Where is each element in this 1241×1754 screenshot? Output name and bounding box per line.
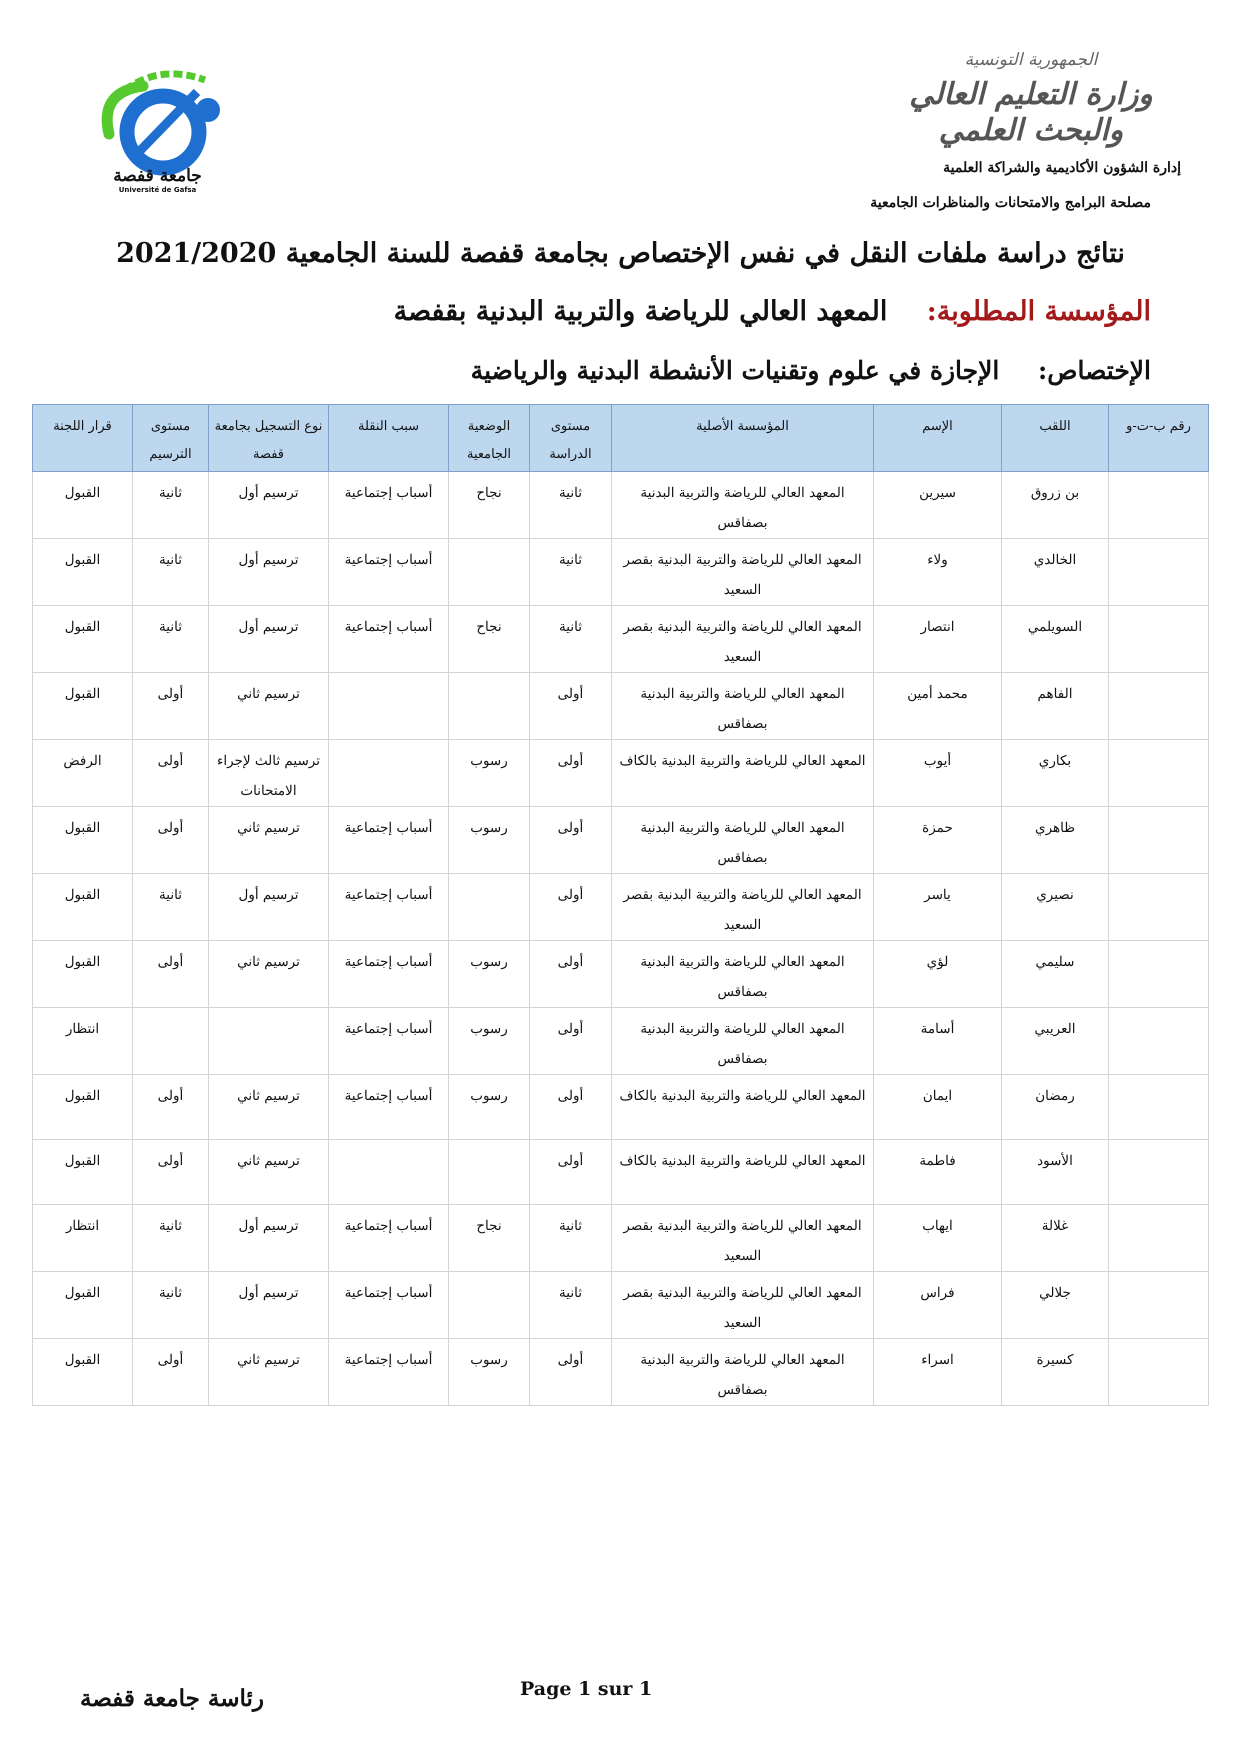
table-row xyxy=(33,941,1209,1008)
table-cell: رسوب xyxy=(449,807,530,874)
table-row xyxy=(33,1272,1209,1339)
table-cell: أسامة xyxy=(874,1008,1002,1075)
table-cell: ثانية xyxy=(530,606,612,673)
signature-text: رئاسة جامعة قفصة xyxy=(80,1685,265,1712)
table-cell: ظاهري xyxy=(1002,807,1109,874)
table-cell: ثانية xyxy=(133,1272,209,1339)
table-cell: أولى xyxy=(530,941,612,1008)
table-cell: القبول xyxy=(33,1075,133,1140)
table-cell xyxy=(1109,1339,1209,1406)
table-cell: السويلمي xyxy=(1002,606,1109,673)
table-cell: فراس xyxy=(874,1272,1002,1339)
results-table xyxy=(32,404,1209,1406)
table-cell: أسباب إجتماعية xyxy=(329,941,449,1008)
table-cell: أسباب إجتماعية xyxy=(329,1205,449,1272)
table-cell xyxy=(449,1140,530,1205)
table-cell: الأسود xyxy=(1002,1140,1109,1205)
table-cell: ترسيم أول xyxy=(209,874,329,941)
table-cell: أولى xyxy=(530,1140,612,1205)
table-cell: أولى xyxy=(133,807,209,874)
table-cell: انتظار xyxy=(33,1205,133,1272)
table-cell: القبول xyxy=(33,807,133,874)
specialty-row xyxy=(471,356,1151,385)
table-cell: المعهد العالي للرياضة والتربية البدنية بالكاف xyxy=(612,1140,874,1205)
department-line-1: إدارة الشؤون الأكاديمية والشراكة العلمية xyxy=(943,160,1181,176)
table-cell: أولى xyxy=(530,874,612,941)
table-cell: محمد أمين xyxy=(874,673,1002,740)
table-cell: المعهد العالي للرياضة والتربية البدنية بصفاقس xyxy=(612,1008,874,1075)
table-cell: القبول xyxy=(33,1272,133,1339)
table-row xyxy=(33,673,1209,740)
table-cell: أولى xyxy=(530,807,612,874)
table-cell: أسباب إجتماعية xyxy=(329,874,449,941)
ministry-line-2: والبحث العلمي xyxy=(938,113,1124,148)
table-cell xyxy=(1109,1008,1209,1075)
table-row xyxy=(33,807,1209,874)
table-cell: نجاح xyxy=(449,1205,530,1272)
table-row xyxy=(33,874,1209,941)
table-cell: ثانية xyxy=(133,874,209,941)
table-cell: الفاهم xyxy=(1002,673,1109,740)
table-cell: ترسيم أول xyxy=(209,1205,329,1272)
column-header: سبب النقلة xyxy=(329,405,449,472)
table-cell: اسراء xyxy=(874,1339,1002,1406)
column-header: المؤسسة الأصلية xyxy=(612,405,874,472)
table-row xyxy=(33,1205,1209,1272)
table-cell: أولى xyxy=(133,941,209,1008)
table-cell: أولى xyxy=(133,1075,209,1140)
table-cell: ترسيم ثاني xyxy=(209,941,329,1008)
table-cell: أسباب إجتماعية xyxy=(329,1272,449,1339)
table-cell: فاطمة xyxy=(874,1140,1002,1205)
table-cell: نجاح xyxy=(449,606,530,673)
table-cell: أسباب إجتماعية xyxy=(329,539,449,606)
institution-label: المؤسسة المطلوبة: xyxy=(926,296,1151,327)
table-cell: أولى xyxy=(133,1140,209,1205)
table-cell: أسباب إجتماعية xyxy=(329,1075,449,1140)
table-cell: القبول xyxy=(33,539,133,606)
table-cell xyxy=(1109,539,1209,606)
table-cell: رسوب xyxy=(449,1339,530,1406)
table-cell xyxy=(449,874,530,941)
table-cell: القبول xyxy=(33,1140,133,1205)
table-cell: أيوب xyxy=(874,740,1002,807)
table-header-row xyxy=(33,405,1209,472)
table-cell: ولاء xyxy=(874,539,1002,606)
table-cell: لؤي xyxy=(874,941,1002,1008)
column-header: نوع التسجيل بجامعة قفصة xyxy=(209,405,329,472)
table-body xyxy=(33,472,1209,1406)
ministry-line-1: وزارة التعليم العالي xyxy=(909,77,1153,112)
table-cell: نجاح xyxy=(449,472,530,539)
department-line-2: مصلحة البرامج والامتحانات والمناظرات الجامعية xyxy=(870,195,1151,211)
table-cell: أولى xyxy=(530,740,612,807)
republic-text: الجمهورية التونسية xyxy=(964,50,1098,70)
table-cell: أولى xyxy=(530,1075,612,1140)
table-cell: أولى xyxy=(530,1008,612,1075)
table-cell xyxy=(1109,472,1209,539)
table-row xyxy=(33,1008,1209,1075)
table-cell xyxy=(329,1140,449,1205)
logo-arabic-name: جامعة قفصة xyxy=(113,166,202,186)
column-header: مستوى الدراسة xyxy=(530,405,612,472)
table-cell xyxy=(329,673,449,740)
table-cell: ترسيم ثاني xyxy=(209,1140,329,1205)
table-cell: بكاري xyxy=(1002,740,1109,807)
table-cell: الرفض xyxy=(33,740,133,807)
table-cell: أولى xyxy=(133,673,209,740)
table-cell xyxy=(449,539,530,606)
table-cell: القبول xyxy=(33,673,133,740)
table-cell: ترسيم أول xyxy=(209,539,329,606)
table-cell: رسوب xyxy=(449,1008,530,1075)
table-cell: القبول xyxy=(33,606,133,673)
table-cell: أسباب إجتماعية xyxy=(329,606,449,673)
table-cell: الخالدي xyxy=(1002,539,1109,606)
table-cell: ترسيم ثالث لإجراء الامتحانات xyxy=(209,740,329,807)
logo-french-name: Université de Gafsa xyxy=(118,186,197,194)
column-header: رقم ب-ت-و xyxy=(1109,405,1209,472)
table-cell: رسوب xyxy=(449,740,530,807)
table-cell: المعهد العالي للرياضة والتربية البدنية بقصر السعيد xyxy=(612,1205,874,1272)
table-cell: نصيري xyxy=(1002,874,1109,941)
table-cell: ترسيم ثاني xyxy=(209,1339,329,1406)
table-cell: كسيرة xyxy=(1002,1339,1109,1406)
table-cell: المعهد العالي للرياضة والتربية البدنية بصفاقس xyxy=(612,472,874,539)
table-cell xyxy=(1109,941,1209,1008)
table-cell: القبول xyxy=(33,941,133,1008)
table-cell xyxy=(133,1008,209,1075)
table-cell xyxy=(1109,807,1209,874)
table-cell: ياسر xyxy=(874,874,1002,941)
table-cell: جلالي xyxy=(1002,1272,1109,1339)
table-row xyxy=(33,472,1209,539)
column-header: قرار اللجنة xyxy=(33,405,133,472)
table-cell xyxy=(1109,1075,1209,1140)
table-cell: المعهد العالي للرياضة والتربية البدنية بصفاقس xyxy=(612,1339,874,1406)
table-cell: انتظار xyxy=(33,1008,133,1075)
column-header: الوضعية الجامعية xyxy=(449,405,530,472)
table-cell: القبول xyxy=(33,1339,133,1406)
table-cell: ترسيم أول xyxy=(209,606,329,673)
table-cell: ايهاب xyxy=(874,1205,1002,1272)
table-cell: المعهد العالي للرياضة والتربية البدنية بقصر السعيد xyxy=(612,1272,874,1339)
column-header: الإسم xyxy=(874,405,1002,472)
table-cell: ثانية xyxy=(133,606,209,673)
table-cell: انتصار xyxy=(874,606,1002,673)
ministry-header xyxy=(881,50,1181,148)
table-cell: رسوب xyxy=(449,1075,530,1140)
table-cell xyxy=(1109,606,1209,673)
table-row xyxy=(33,606,1209,673)
page-number: Page 1 sur 1 xyxy=(520,1678,653,1700)
table-cell xyxy=(1109,673,1209,740)
table-row xyxy=(33,1339,1209,1406)
table-cell: سيرين xyxy=(874,472,1002,539)
table-cell xyxy=(449,1272,530,1339)
table-row xyxy=(33,740,1209,807)
table-cell: ثانية xyxy=(530,1272,612,1339)
table-cell: رمضان xyxy=(1002,1075,1109,1140)
table-cell: ثانية xyxy=(133,472,209,539)
table-row xyxy=(33,1140,1209,1205)
table-cell: أسباب إجتماعية xyxy=(329,807,449,874)
table-cell: رسوب xyxy=(449,941,530,1008)
table-cell: ثانية xyxy=(530,1205,612,1272)
column-header: اللقب xyxy=(1002,405,1109,472)
table-cell xyxy=(1109,874,1209,941)
table-row xyxy=(33,1075,1209,1140)
table-cell: أولى xyxy=(133,740,209,807)
table-cell: ايمان xyxy=(874,1075,1002,1140)
table-cell: ترسيم أول xyxy=(209,1272,329,1339)
table-cell: ثانية xyxy=(133,1205,209,1272)
table-cell: أولى xyxy=(530,1339,612,1406)
table-cell: أسباب إجتماعية xyxy=(329,1008,449,1075)
table-cell: سليمي xyxy=(1002,941,1109,1008)
table-cell: المعهد العالي للرياضة والتربية البدنية بصفاقس xyxy=(612,673,874,740)
table-cell xyxy=(449,673,530,740)
table-cell: بن زروق xyxy=(1002,472,1109,539)
table-cell: ترسيم أول xyxy=(209,472,329,539)
table-cell: المعهد العالي للرياضة والتربية البدنية بقصر السعيد xyxy=(612,539,874,606)
table-cell: المعهد العالي للرياضة والتربية البدنية بقصر السعيد xyxy=(612,874,874,941)
table-cell: ثانية xyxy=(530,539,612,606)
institution-value: المعهد العالي للرياضة والتربية البدنية بقفصة xyxy=(393,296,888,327)
table-cell xyxy=(209,1008,329,1075)
column-header: مستوى الترسيم xyxy=(133,405,209,472)
table-cell: المعهد العالي للرياضة والتربية البدنية بصفاقس xyxy=(612,807,874,874)
table-cell xyxy=(1109,1140,1209,1205)
table-cell: العريبي xyxy=(1002,1008,1109,1075)
table-cell: غلالة xyxy=(1002,1205,1109,1272)
table-cell: القبول xyxy=(33,874,133,941)
table-cell xyxy=(329,740,449,807)
specialty-value: الإجازة في علوم وتقنيات الأنشطة البدنية والرياضية xyxy=(470,356,1000,385)
table-cell: ترسيم ثاني xyxy=(209,673,329,740)
table-cell: حمزة xyxy=(874,807,1002,874)
table-row xyxy=(33,539,1209,606)
table-cell xyxy=(1109,1272,1209,1339)
specialty-label: الإختصاص: xyxy=(1038,356,1151,385)
table-cell: ترسيم ثاني xyxy=(209,807,329,874)
table-cell: ثانية xyxy=(530,472,612,539)
table-cell: أولى xyxy=(133,1339,209,1406)
table-cell xyxy=(1109,740,1209,807)
table-cell xyxy=(1109,1205,1209,1272)
table-cell: أولى xyxy=(530,673,612,740)
table-cell: المعهد العالي للرياضة والتربية البدنية بصفاقس xyxy=(612,941,874,1008)
table-cell: المعهد العالي للرياضة والتربية البدنية بقصر السعيد xyxy=(612,606,874,673)
table-cell: ترسيم ثاني xyxy=(209,1075,329,1140)
table-cell: القبول xyxy=(33,472,133,539)
table-cell: المعهد العالي للرياضة والتربية البدنية بالكاف xyxy=(612,1075,874,1140)
institution-row xyxy=(394,296,1151,327)
table-cell: المعهد العالي للرياضة والتربية البدنية بالكاف xyxy=(612,740,874,807)
table-cell: أسباب إجتماعية xyxy=(329,472,449,539)
page-title: نتائج دراسة ملفات النقل في نفس الإختصاص بجامعة قفصة للسنة الجامعية 2021/2020 xyxy=(116,238,1125,269)
table-cell: ثانية xyxy=(133,539,209,606)
table-cell: أسباب إجتماعية xyxy=(329,1339,449,1406)
